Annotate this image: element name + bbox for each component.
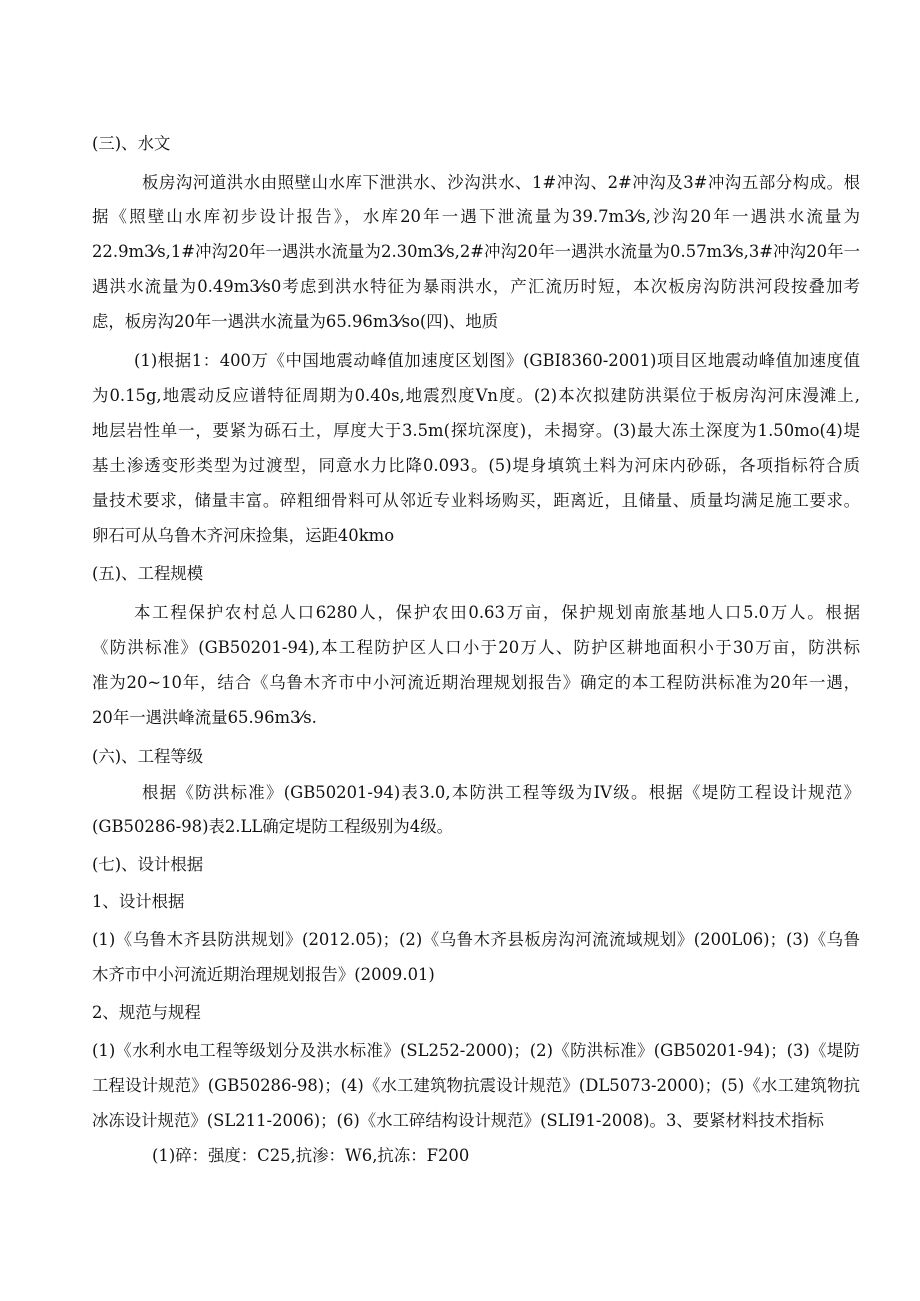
paragraph-line: 本工程保护农村总人口6280人，保护农田0.63万亩，保护规划南旅基地人口5.0万人。根据: [134, 603, 860, 623]
paragraph-line: 22.9m3⁄s,1#冲沟20年一遇洪水流量为2.30m3⁄s,2#冲沟20年一遇洪水流量为0.57m3⁄s,3#冲沟20年一: [92, 242, 860, 262]
paragraph-line: 量技术要求，储量丰富。碎粗细骨料可从邻近专业料场购买，距离近，且储量、质量均满足施工要求。: [92, 491, 860, 511]
paragraph-line: 虑，板房沟20年一遇洪水流量为65.96m3⁄so(四)、地质: [92, 312, 499, 332]
heading-grade: (六)、工程等级: [92, 747, 204, 767]
paragraph-line: 卵石可从乌鲁木齐河床捡集，运距40kmo: [92, 526, 395, 546]
paragraph-line: 《防洪标准》(GB50201-94),本工程防护区人口小于20万人、防护区耕地面积小于30万亩，防洪标: [92, 638, 860, 658]
paragraph-line: 为0.15g,地震动反应谱特征周期为0.40s,地震烈度Vn度。(2)本次拟建防洪渠位于板房沟河床漫滩上,: [92, 386, 860, 406]
heading-hydrology: (三)、水文: [92, 134, 171, 154]
paragraph-line: 遇洪水流量为0.49m3⁄s0考虑到洪水特征为暴雨洪水，产汇流历时短，本次板房沟防洪河段按叠加考: [92, 277, 860, 297]
paragraph-line: 基土渗透变形类型为过渡型，同意水力比降0.093。(5)堤身填筑土料为河床内砂砾，各项指标符合质: [92, 456, 860, 476]
paragraph-line: (GB50286-98)表2.LL确定堤防工程级别为4级。: [92, 817, 453, 837]
paragraph-line: 冰冻设计规范》(SL211-2006)；(6)《水工碎结构设计规范》(SLI91-2008)。3、要紧材料技术指标: [92, 1111, 824, 1131]
heading-scale: (五)、工程规模: [92, 564, 204, 584]
paragraph-line: (1)碎：强度：C25,抗渗：W6,抗冻：F200: [152, 1146, 470, 1166]
paragraph-line: 准为20~10年，结合《乌鲁木齐市中小河流近期治理规划报告》确定的本工程防洪标准为20年一遇，: [92, 673, 860, 693]
paragraph-line: 20年一遇洪峰流量65.96m3⁄s.: [92, 708, 317, 728]
subheading-standards: 2、规范与规程: [92, 1003, 201, 1023]
paragraph-line: 根据《防洪标准》(GB50201-94)表3.0,本防洪工程等级为IV级。根据《堤防工程设计规范》: [142, 783, 860, 803]
paragraph-line: 板房沟河道洪水由照壁山水库下泄洪水、沙沟洪水、1#冲沟、2#冲沟及3#冲沟五部分构成。根: [142, 173, 860, 193]
subheading-design-basis: 1、设计根据: [92, 892, 185, 912]
paragraph-line: 地层岩性单一，要紧为砾石土，厚度大于3.5m(探坑深度)，未揭穿。(3)最大冻土深度为1.50mo(4)堤: [92, 421, 860, 441]
paragraph-line: 木齐市中小河流近期治理规划报告》(2009.01): [92, 965, 435, 985]
paragraph-line: (1)根据1：400万《中国地震动峰值加速度区划图》(GBI8360-2001)项目区地震动峰值加速度值: [134, 351, 860, 371]
paragraph-line: (1)《水利水电工程等级划分及洪水标准》(SL252-2000)；(2)《防洪标准》(GB50201-94)；(3)《堤防: [92, 1041, 860, 1061]
heading-design-basis: (七)、设计根据: [92, 855, 204, 875]
paragraph-line: 工程设计规范》(GB50286-98)；(4)《水工建筑物抗震设计规范》(DL5073-2000)；(5)《水工建筑物抗: [92, 1076, 860, 1096]
paragraph-line: (1)《乌鲁木齐县防洪规划》(2012.05)；(2)《乌鲁木齐县板房沟河流流域规划》(200L06)；(3)《乌鲁: [92, 930, 860, 950]
paragraph-line: 据《照壁山水库初步设计报告》，水库20年一遇下泄流量为39.7m3⁄s,沙沟20年一遇洪水流量为: [92, 207, 860, 227]
